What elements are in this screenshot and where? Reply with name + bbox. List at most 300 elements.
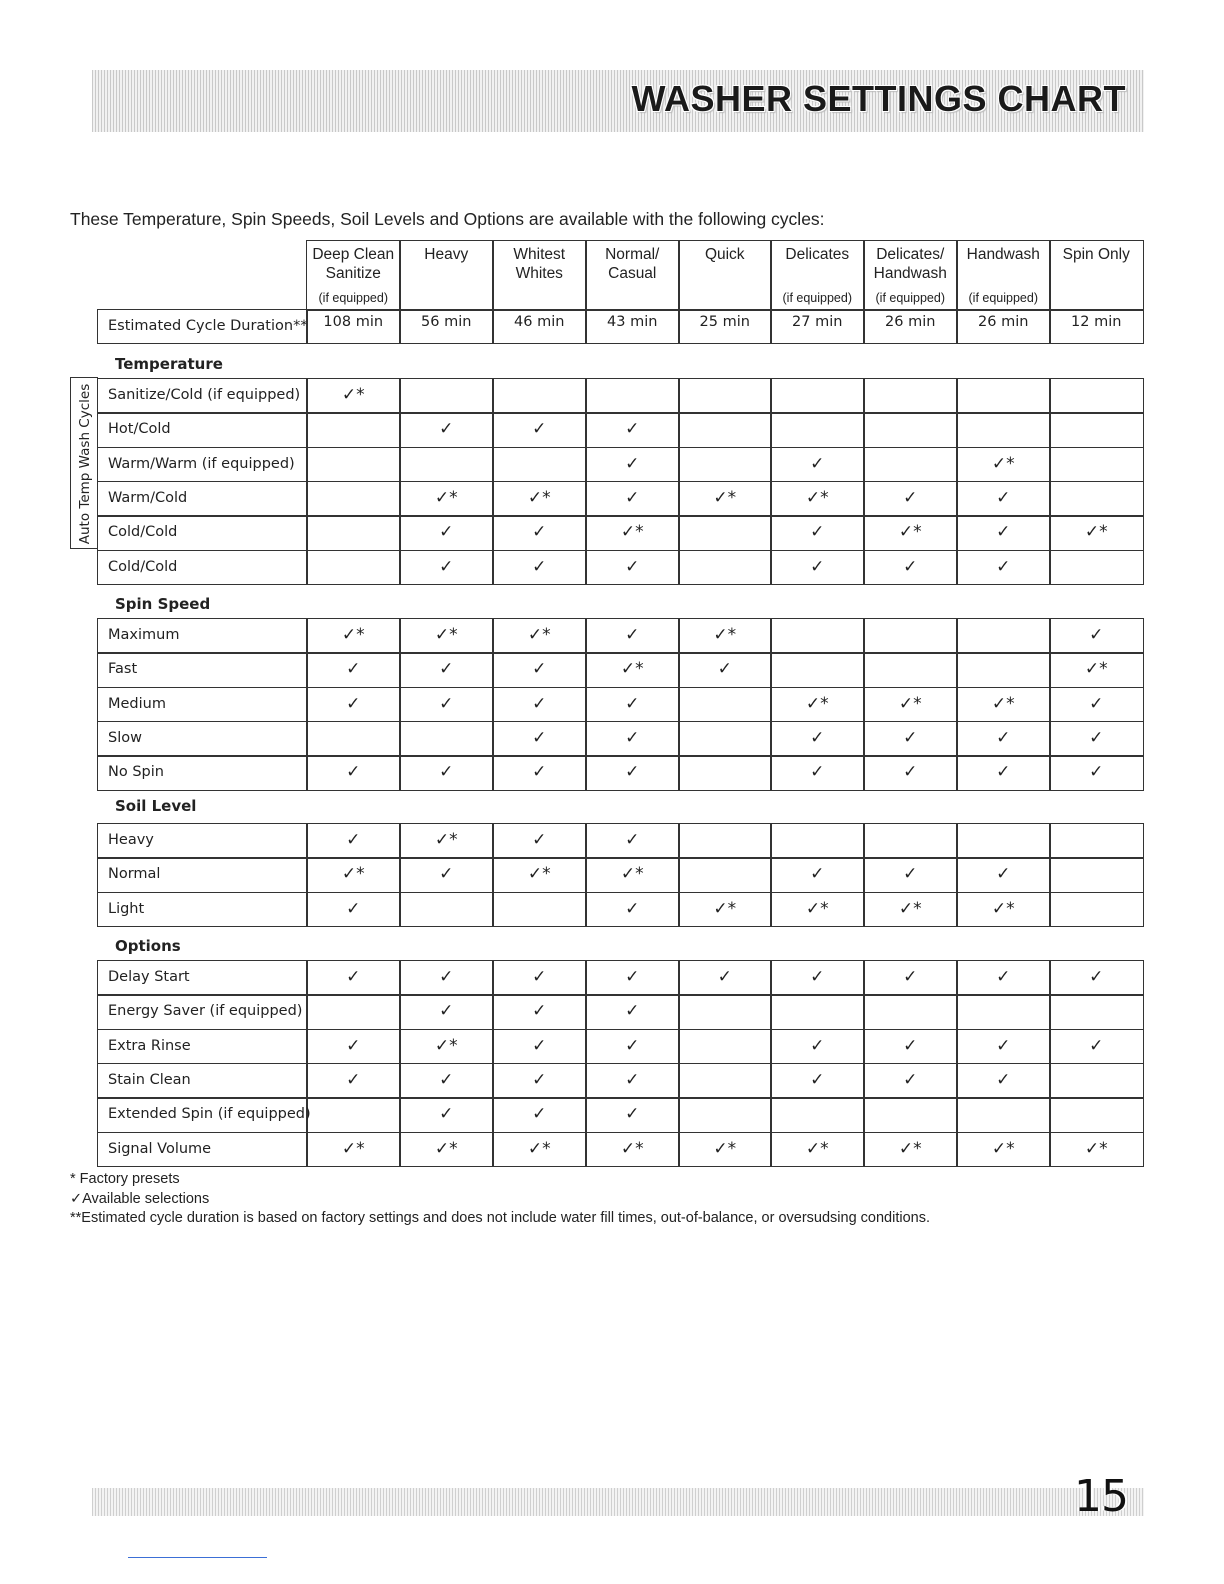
setting-cell bbox=[399, 550, 494, 586]
setting-cell bbox=[678, 550, 772, 586]
check-icon: ✓ bbox=[439, 1001, 454, 1022]
setting-cell bbox=[770, 755, 865, 791]
check-icon: ✓ bbox=[532, 830, 547, 850]
row-label: Medium bbox=[97, 687, 308, 723]
check-star-icon: ✓* bbox=[620, 1138, 644, 1159]
setting-cell bbox=[678, 823, 772, 859]
setting-cell bbox=[863, 618, 958, 654]
check-icon: ✓ bbox=[625, 487, 640, 508]
setting-cell bbox=[863, 994, 958, 1030]
check-star-icon: ✓* bbox=[434, 625, 458, 645]
check-icon: ✓ bbox=[532, 1069, 547, 1090]
setting-cell bbox=[306, 892, 401, 928]
check-icon: ✓ bbox=[625, 453, 640, 474]
setting-cell bbox=[678, 892, 772, 928]
check-star-icon: ✓* bbox=[434, 830, 458, 850]
setting-cell bbox=[678, 857, 772, 893]
check-icon: ✓ bbox=[439, 693, 454, 714]
row-label: Hot/Cold bbox=[97, 412, 308, 448]
setting-cell bbox=[1049, 687, 1144, 723]
check-star-icon: ✓* bbox=[991, 898, 1015, 919]
column-header bbox=[678, 240, 772, 311]
setting-cell bbox=[1049, 447, 1144, 483]
check-icon: ✓ bbox=[346, 1035, 361, 1056]
check-star-icon: ✓* bbox=[805, 693, 829, 714]
check-icon: ✓ bbox=[625, 1035, 640, 1056]
check-icon: ✓ bbox=[625, 898, 640, 919]
check-icon: ✓ bbox=[1089, 967, 1104, 987]
check-star-icon: ✓* bbox=[527, 1138, 551, 1159]
page-number: 15 bbox=[1074, 1471, 1128, 1522]
check-icon: ✓ bbox=[717, 967, 732, 987]
check-icon: ✓ bbox=[625, 419, 640, 440]
setting-cell bbox=[1049, 618, 1144, 654]
check-icon: ✓ bbox=[346, 693, 361, 714]
setting-cell bbox=[306, 481, 401, 517]
setting-cell bbox=[585, 892, 680, 928]
setting-cell bbox=[956, 960, 1051, 996]
setting-cell bbox=[863, 1097, 958, 1133]
setting-cell bbox=[585, 515, 680, 551]
setting-cell bbox=[306, 857, 401, 893]
setting-cell bbox=[306, 550, 401, 586]
setting-cell bbox=[770, 1097, 865, 1133]
row-label: Warm/Cold bbox=[97, 481, 308, 517]
check-star-icon: ✓* bbox=[805, 898, 829, 919]
setting-cell bbox=[399, 721, 494, 757]
check-star-icon: ✓* bbox=[713, 898, 737, 919]
setting-cell bbox=[1049, 1029, 1144, 1065]
setting-cell bbox=[770, 618, 865, 654]
row-label: Sanitize/Cold (if equipped) bbox=[97, 378, 308, 414]
setting-cell bbox=[306, 412, 401, 448]
setting-cell bbox=[956, 823, 1051, 859]
setting-cell bbox=[956, 755, 1051, 791]
column-header bbox=[1049, 240, 1144, 311]
setting-cell bbox=[863, 1063, 958, 1099]
setting-cell bbox=[956, 550, 1051, 586]
column-header bbox=[863, 240, 958, 311]
setting-cell bbox=[956, 1097, 1051, 1133]
check-icon: ✓ bbox=[810, 967, 825, 987]
duration-cell: 25 min bbox=[678, 309, 772, 344]
section-title: Options bbox=[115, 937, 181, 955]
setting-cell bbox=[492, 892, 587, 928]
setting-cell bbox=[399, 687, 494, 723]
column-header bbox=[399, 240, 494, 311]
column-header-line1: Handwash bbox=[966, 246, 1040, 263]
section-title: Temperature bbox=[115, 355, 223, 373]
check-icon: ✓ bbox=[439, 1104, 454, 1125]
check-icon: ✓ bbox=[996, 487, 1011, 508]
check-icon: ✓ bbox=[903, 967, 918, 987]
check-icon: ✓ bbox=[810, 1035, 825, 1056]
setting-cell bbox=[399, 412, 494, 448]
check-icon: ✓ bbox=[903, 556, 918, 577]
setting-cell bbox=[863, 960, 958, 996]
setting-cell bbox=[585, 823, 680, 859]
setting-cell bbox=[863, 550, 958, 586]
check-star-icon: ✓* bbox=[898, 1138, 922, 1159]
check-star-icon: ✓* bbox=[991, 693, 1015, 714]
duration-cell: 56 min bbox=[399, 309, 494, 344]
check-icon: ✓ bbox=[625, 1104, 640, 1125]
duration-cell: 43 min bbox=[585, 309, 680, 344]
column-header bbox=[956, 240, 1051, 311]
setting-cell bbox=[306, 823, 401, 859]
check-icon: ✓ bbox=[346, 898, 361, 919]
row-label: Normal bbox=[97, 857, 308, 893]
column-header bbox=[306, 240, 401, 311]
column-header-line1: Delicates/ bbox=[876, 246, 945, 263]
setting-cell bbox=[399, 1063, 494, 1099]
setting-cell bbox=[492, 857, 587, 893]
setting-cell bbox=[306, 515, 401, 551]
setting-cell bbox=[399, 447, 494, 483]
duration-cell: 26 min bbox=[956, 309, 1051, 344]
setting-cell bbox=[863, 857, 958, 893]
setting-cell bbox=[585, 994, 680, 1030]
section-title: Spin Speed bbox=[115, 595, 211, 613]
setting-cell bbox=[770, 412, 865, 448]
column-header-line2: Sanitize bbox=[325, 265, 381, 282]
check-star-icon: ✓* bbox=[713, 625, 737, 645]
check-icon: ✓ bbox=[346, 659, 361, 680]
check-star-icon: ✓* bbox=[341, 1138, 365, 1159]
setting-cell bbox=[678, 1029, 772, 1065]
column-header-line2: Handwash bbox=[873, 265, 947, 282]
setting-cell bbox=[585, 1063, 680, 1099]
duration-cell: 12 min bbox=[1049, 309, 1144, 344]
setting-cell bbox=[306, 618, 401, 654]
column-header-note: (if equipped) bbox=[318, 291, 388, 305]
check-icon: ✓ bbox=[996, 1069, 1011, 1090]
check-icon: ✓ bbox=[1089, 727, 1104, 748]
setting-cell bbox=[956, 687, 1051, 723]
setting-cell bbox=[1049, 823, 1144, 859]
row-label: Extended Spin (if equipped) bbox=[97, 1097, 308, 1133]
row-label: Stain Clean bbox=[97, 1063, 308, 1099]
row-label: Energy Saver (if equipped) bbox=[97, 994, 308, 1030]
check-icon: ✓ bbox=[996, 727, 1011, 748]
setting-cell bbox=[678, 687, 772, 723]
check-icon: ✓ bbox=[625, 625, 640, 645]
divider-line bbox=[128, 1557, 267, 1558]
setting-cell bbox=[585, 652, 680, 688]
column-header bbox=[585, 240, 680, 311]
check-icon: ✓ bbox=[346, 1069, 361, 1090]
setting-cell bbox=[678, 447, 772, 483]
setting-cell bbox=[492, 378, 587, 414]
column-header-line2: Whites bbox=[515, 265, 563, 282]
setting-cell bbox=[492, 1063, 587, 1099]
setting-cell bbox=[956, 481, 1051, 517]
setting-cell bbox=[492, 1132, 587, 1168]
setting-cell bbox=[492, 447, 587, 483]
setting-cell bbox=[399, 652, 494, 688]
check-star-icon: ✓* bbox=[805, 1138, 829, 1159]
setting-cell bbox=[399, 1132, 494, 1168]
column-header-line1: Delicates bbox=[785, 246, 850, 263]
setting-cell bbox=[956, 1132, 1051, 1168]
setting-cell bbox=[678, 1097, 772, 1133]
setting-cell bbox=[585, 755, 680, 791]
check-icon: ✓ bbox=[439, 419, 454, 440]
setting-cell bbox=[956, 652, 1051, 688]
check-icon: ✓ bbox=[903, 727, 918, 748]
check-icon: ✓ bbox=[439, 1069, 454, 1090]
setting-cell bbox=[399, 515, 494, 551]
check-star-icon: ✓* bbox=[620, 522, 644, 543]
check-icon: ✓ bbox=[1089, 762, 1104, 783]
setting-cell bbox=[956, 1063, 1051, 1099]
check-icon: ✓ bbox=[810, 1069, 825, 1090]
setting-cell bbox=[1049, 960, 1144, 996]
setting-cell bbox=[1049, 994, 1144, 1030]
setting-cell bbox=[585, 857, 680, 893]
duration-label: Estimated Cycle Duration** bbox=[97, 309, 308, 344]
check-icon: ✓ bbox=[996, 967, 1011, 987]
setting-cell bbox=[399, 618, 494, 654]
check-icon: ✓ bbox=[625, 693, 640, 714]
setting-cell bbox=[399, 755, 494, 791]
page-footer-bar bbox=[92, 1488, 1144, 1516]
row-label: Heavy bbox=[97, 823, 308, 859]
setting-cell bbox=[863, 515, 958, 551]
setting-cell bbox=[585, 687, 680, 723]
setting-cell bbox=[770, 721, 865, 757]
check-icon: ✓ bbox=[439, 556, 454, 577]
setting-cell bbox=[770, 515, 865, 551]
setting-cell bbox=[492, 994, 587, 1030]
check-icon: ✓ bbox=[903, 762, 918, 783]
setting-cell bbox=[1049, 721, 1144, 757]
setting-cell bbox=[306, 1097, 401, 1133]
setting-cell bbox=[863, 652, 958, 688]
auto-temp-bracket bbox=[70, 377, 98, 549]
check-icon: ✓ bbox=[532, 1001, 547, 1022]
setting-cell bbox=[399, 960, 494, 996]
setting-cell bbox=[956, 994, 1051, 1030]
setting-cell bbox=[863, 823, 958, 859]
check-star-icon: ✓* bbox=[713, 1138, 737, 1159]
check-star-icon: ✓* bbox=[620, 864, 644, 885]
column-header-line1: Spin Only bbox=[1062, 246, 1130, 263]
setting-cell bbox=[585, 550, 680, 586]
setting-cell bbox=[306, 652, 401, 688]
setting-cell bbox=[863, 755, 958, 791]
setting-cell bbox=[863, 1029, 958, 1065]
setting-cell bbox=[585, 618, 680, 654]
setting-cell bbox=[956, 515, 1051, 551]
setting-cell bbox=[678, 960, 772, 996]
column-header-note: (if equipped) bbox=[782, 291, 852, 305]
check-icon: ✓ bbox=[1089, 693, 1104, 714]
setting-cell bbox=[399, 1029, 494, 1065]
setting-cell bbox=[399, 892, 494, 928]
check-icon: ✓ bbox=[810, 453, 825, 474]
setting-cell bbox=[678, 481, 772, 517]
check-icon: ✓ bbox=[996, 1035, 1011, 1056]
setting-cell bbox=[770, 892, 865, 928]
check-star-icon: ✓* bbox=[805, 487, 829, 508]
check-star-icon: ✓* bbox=[898, 693, 922, 714]
setting-cell bbox=[956, 721, 1051, 757]
column-header bbox=[492, 240, 587, 311]
setting-cell bbox=[678, 721, 772, 757]
setting-cell bbox=[678, 1063, 772, 1099]
setting-cell bbox=[492, 618, 587, 654]
check-icon: ✓ bbox=[903, 1069, 918, 1090]
setting-cell bbox=[956, 892, 1051, 928]
check-icon: ✓ bbox=[810, 727, 825, 748]
setting-cell bbox=[306, 1063, 401, 1099]
column-header-line2: Casual bbox=[608, 265, 657, 282]
check-star-icon: ✓* bbox=[898, 898, 922, 919]
setting-cell bbox=[863, 892, 958, 928]
check-icon: ✓ bbox=[903, 1035, 918, 1056]
setting-cell bbox=[492, 1029, 587, 1065]
column-header-line1: Quick bbox=[704, 246, 745, 263]
check-icon: ✓ bbox=[439, 762, 454, 783]
check-star-icon: ✓* bbox=[527, 487, 551, 508]
check-icon: ✓ bbox=[1089, 1035, 1104, 1056]
setting-cell bbox=[399, 378, 494, 414]
setting-cell bbox=[770, 823, 865, 859]
section-title: Soil Level bbox=[115, 797, 197, 815]
check-icon: ✓ bbox=[625, 762, 640, 783]
setting-cell bbox=[306, 994, 401, 1030]
setting-cell bbox=[770, 1063, 865, 1099]
setting-cell bbox=[399, 1097, 494, 1133]
duration-cell: 27 min bbox=[770, 309, 865, 344]
setting-cell bbox=[956, 1029, 1051, 1065]
setting-cell bbox=[306, 1132, 401, 1168]
check-icon: ✓ bbox=[439, 967, 454, 987]
footnotes bbox=[70, 1170, 930, 1229]
setting-cell bbox=[1049, 1097, 1144, 1133]
setting-cell bbox=[1049, 652, 1144, 688]
row-label: Cold/Cold bbox=[97, 515, 308, 551]
footnote-factory-presets: * Factory presets bbox=[70, 1171, 180, 1187]
setting-cell bbox=[863, 378, 958, 414]
row-label: Light bbox=[97, 892, 308, 928]
check-icon: ✓ bbox=[996, 522, 1011, 543]
check-star-icon: ✓* bbox=[341, 625, 365, 645]
check-icon: ✓ bbox=[903, 487, 918, 508]
check-icon: ✓ bbox=[439, 659, 454, 680]
check-icon: ✓ bbox=[532, 419, 547, 440]
check-star-icon: ✓* bbox=[1084, 659, 1108, 680]
setting-cell bbox=[1049, 1132, 1144, 1168]
check-star-icon: ✓* bbox=[527, 625, 551, 645]
check-icon: ✓ bbox=[439, 864, 454, 885]
setting-cell bbox=[306, 721, 401, 757]
check-star-icon: ✓* bbox=[527, 864, 551, 885]
check-icon: ✓ bbox=[625, 1001, 640, 1022]
setting-cell bbox=[770, 994, 865, 1030]
setting-cell bbox=[956, 447, 1051, 483]
setting-cell bbox=[306, 378, 401, 414]
check-star-icon: ✓* bbox=[991, 1138, 1015, 1159]
setting-cell bbox=[585, 412, 680, 448]
setting-cell bbox=[1049, 857, 1144, 893]
row-label: Delay Start bbox=[97, 960, 308, 996]
column-header-line1: Whitest bbox=[513, 246, 566, 263]
title-banner bbox=[92, 70, 1144, 132]
check-star-icon: ✓* bbox=[898, 522, 922, 543]
setting-cell bbox=[492, 550, 587, 586]
row-label: Maximum bbox=[97, 618, 308, 654]
setting-cell bbox=[678, 994, 772, 1030]
check-icon: ✓ bbox=[810, 522, 825, 543]
setting-cell bbox=[492, 1097, 587, 1133]
setting-cell bbox=[492, 721, 587, 757]
setting-cell bbox=[770, 481, 865, 517]
column-header-line1: Normal/ bbox=[605, 246, 660, 263]
setting-cell bbox=[770, 378, 865, 414]
setting-cell bbox=[1049, 1063, 1144, 1099]
check-icon: ✓ bbox=[346, 967, 361, 987]
check-icon: ✓ bbox=[532, 967, 547, 987]
setting-cell bbox=[585, 1132, 680, 1168]
check-star-icon: ✓* bbox=[434, 1035, 458, 1056]
check-star-icon: ✓* bbox=[434, 487, 458, 508]
setting-cell bbox=[1049, 378, 1144, 414]
check-icon: ✓ bbox=[346, 762, 361, 783]
setting-cell bbox=[863, 481, 958, 517]
check-star-icon: ✓* bbox=[341, 864, 365, 885]
check-star-icon: ✓* bbox=[991, 453, 1015, 474]
check-icon: ✓ bbox=[532, 659, 547, 680]
setting-cell bbox=[770, 1029, 865, 1065]
intro-text: These Temperature, Spin Speeds, Soil Levels and Options are available with the following cycles: bbox=[70, 209, 825, 229]
setting-cell bbox=[306, 687, 401, 723]
setting-cell bbox=[306, 960, 401, 996]
footnote-available-selections: ✓Available selections bbox=[70, 1190, 210, 1207]
setting-cell bbox=[678, 652, 772, 688]
setting-cell bbox=[863, 1132, 958, 1168]
setting-cell bbox=[585, 1029, 680, 1065]
check-icon: ✓ bbox=[717, 659, 732, 680]
setting-cell bbox=[492, 755, 587, 791]
setting-cell bbox=[585, 721, 680, 757]
setting-cell bbox=[585, 378, 680, 414]
setting-cell bbox=[770, 687, 865, 723]
check-icon: ✓ bbox=[810, 864, 825, 885]
setting-cell bbox=[678, 515, 772, 551]
check-icon: ✓ bbox=[439, 522, 454, 543]
check-icon: ✓ bbox=[625, 1069, 640, 1090]
setting-cell bbox=[770, 550, 865, 586]
duration-cell: 26 min bbox=[863, 309, 958, 344]
column-header-line1: Deep Clean bbox=[312, 246, 395, 263]
check-icon: ✓ bbox=[532, 727, 547, 748]
setting-cell bbox=[956, 618, 1051, 654]
check-star-icon: ✓* bbox=[1084, 1138, 1108, 1159]
setting-cell bbox=[585, 960, 680, 996]
check-star-icon: ✓* bbox=[713, 487, 737, 508]
setting-cell bbox=[399, 857, 494, 893]
row-label: Fast bbox=[97, 652, 308, 688]
check-icon: ✓ bbox=[346, 830, 361, 850]
setting-cell bbox=[770, 447, 865, 483]
setting-cell bbox=[399, 481, 494, 517]
setting-cell bbox=[492, 481, 587, 517]
check-icon: ✓ bbox=[532, 1104, 547, 1125]
check-star-icon: ✓* bbox=[620, 659, 644, 680]
setting-cell bbox=[863, 721, 958, 757]
